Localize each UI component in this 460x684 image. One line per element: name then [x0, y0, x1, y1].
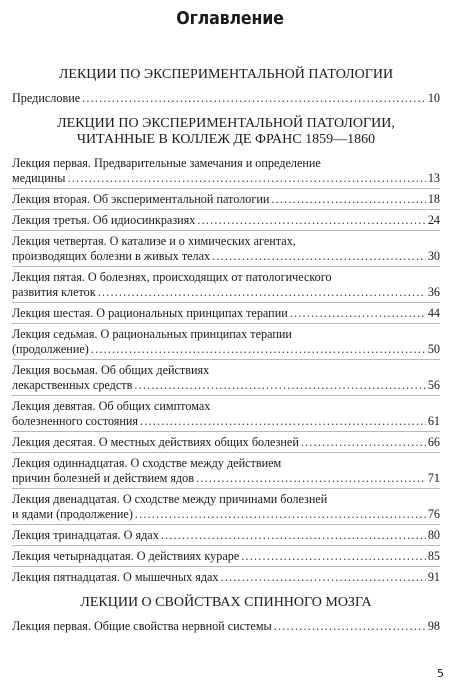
toc-entry-page: 61: [427, 414, 440, 428]
section-heading-line: ЧИТАННЫЕ В КОЛЛЕЖ ДЕ ФРАНС 1859—1860: [76, 132, 376, 147]
dot-leader: [274, 619, 426, 634]
dot-leader: [241, 549, 426, 564]
toc-entry[interactable]: [12, 303, 440, 324]
toc-entry-title-line: и ядами (продолжение): [12, 507, 133, 521]
toc-entry[interactable]: [12, 432, 440, 453]
toc-entry-title-line: медицины: [12, 171, 66, 185]
toc-entry-page: 13: [427, 171, 440, 185]
toc-entry[interactable]: [12, 616, 440, 636]
toc-entry-title-line: Лекция пятая. О болезнях, происходящих от патологического: [12, 270, 332, 284]
toc-entry[interactable]: [12, 267, 440, 303]
toc-entry-title-line: Лекция десятая. О местных действиях общих болезней: [12, 435, 299, 449]
dot-leader: [221, 570, 426, 585]
dot-leader: [67, 171, 425, 186]
toc-entry-title-line: Лекция седьмая. О рациональных принципах терапии: [12, 327, 292, 341]
toc-entry[interactable]: [12, 546, 440, 567]
toc-entry[interactable]: [12, 231, 440, 267]
toc-entry-page: 50: [427, 342, 440, 356]
toc-entry-title-line: лекарственных средств: [12, 378, 133, 392]
dot-leader: [271, 192, 425, 207]
dot-leader: [140, 414, 426, 429]
dot-leader: [290, 306, 426, 321]
section-heading-line: ЛЕКЦИИ О СВОЙСТВАХ СПИННОГО МОЗГА: [80, 595, 372, 610]
dot-leader: [134, 378, 425, 393]
toc-entry-page: 56: [427, 378, 440, 392]
dot-leader: [197, 213, 425, 228]
toc-entry[interactable]: [12, 567, 440, 587]
toc-entry[interactable]: [12, 489, 440, 525]
toc-entry[interactable]: [12, 525, 440, 546]
toc-entry-title-line: Предисловие: [12, 91, 81, 105]
toc-entry-page: 98: [427, 619, 440, 633]
toc-entry-title-line: Лекция четвертая. О катализе и о химических агентах,: [12, 234, 296, 248]
toc-entry[interactable]: [12, 453, 440, 489]
toc-entry[interactable]: [12, 153, 440, 189]
toc-entry-page: 10: [427, 91, 440, 105]
toc-entry-title-line: Лекция третья. Об идиосинкразиях: [12, 213, 196, 227]
toc-entry[interactable]: [12, 189, 440, 210]
table-of-contents: [12, 67, 440, 636]
toc-entry-title-line: Лекция восьмая. Об общих действиях: [12, 363, 210, 377]
toc-entry-title-line: производящих болезни в живых телах: [12, 249, 211, 263]
dot-leader: [82, 91, 426, 106]
toc-entry-page: 91: [427, 570, 440, 584]
dot-leader: [91, 342, 426, 357]
toc-entry-page: 36: [427, 285, 440, 299]
toc-entry-title-line: Лекция тринадцатая. О ядах: [12, 528, 159, 542]
toc-entry-page: 76: [427, 507, 440, 521]
toc-entry-title-line: Лекция первая. Общие свойства нервной системы: [12, 619, 272, 633]
toc-entry-title-line: (продолжение): [12, 342, 89, 356]
toc-entry-title-line: Лекция двенадцатая. О сходстве между причинами болезней: [12, 492, 328, 506]
page-title: Оглавление: [176, 8, 284, 29]
toc-entry-page: 18: [427, 192, 440, 206]
section-heading-line: ЛЕКЦИИ ПО ЭКСПЕРИМЕНТАЛЬНОЙ ПАТОЛОГИИ: [58, 67, 394, 82]
dot-leader: [135, 507, 426, 522]
section-heading: [12, 67, 440, 83]
toc-entry-page: 44: [427, 306, 440, 320]
toc-entry[interactable]: [12, 360, 440, 396]
toc-entry[interactable]: [12, 396, 440, 432]
toc-entry[interactable]: [12, 88, 440, 108]
toc-entry-title-line: развития клеток: [12, 285, 96, 299]
toc-entry-page: 80: [427, 528, 440, 542]
toc-entry[interactable]: [12, 210, 440, 231]
toc-entry-title-line: болезненного состояния: [12, 414, 138, 428]
page-number: 5: [437, 667, 444, 680]
toc-entry[interactable]: [12, 324, 440, 360]
dot-leader: [161, 528, 426, 543]
toc-entry-title-line: Лекция пятнадцатая. О мышечных ядах: [12, 570, 219, 584]
toc-entry-page: 24: [427, 213, 440, 227]
toc-entry-title-line: Лекция одиннадцатая. О сходстве между действием: [12, 456, 282, 470]
section-heading-line: ЛЕКЦИИ ПО ЭКСПЕРИМЕНТАЛЬНОЙ ПАТОЛОГИИ,: [57, 116, 395, 131]
dot-leader: [301, 435, 426, 450]
toc-entry-title-line: причин болезней и действием ядов: [12, 471, 194, 485]
toc-entry-title-line: Лекция вторая. Об экспериментальной патологии: [12, 192, 270, 206]
toc-entry-title-line: Лекция шестая. О рациональных принципах терапии: [12, 306, 288, 320]
dot-leader: [98, 285, 426, 300]
toc-entry-page: 66: [427, 435, 440, 449]
toc-entry-title-line: Лекция девятая. Об общих симптомах: [12, 399, 211, 413]
dot-leader: [212, 249, 426, 264]
section-heading: [12, 595, 440, 611]
toc-entry-page: 30: [427, 249, 440, 263]
toc-entry-page: 71: [427, 471, 440, 485]
section-heading: [12, 116, 440, 148]
toc-entry-page: 85: [427, 549, 440, 563]
dot-leader: [196, 471, 426, 486]
toc-entry-title-line: Лекция четырнадцатая. О действиях кураре: [12, 549, 240, 563]
toc-entry-title-line: Лекция первая. Предварительные замечания и определение: [12, 156, 321, 170]
